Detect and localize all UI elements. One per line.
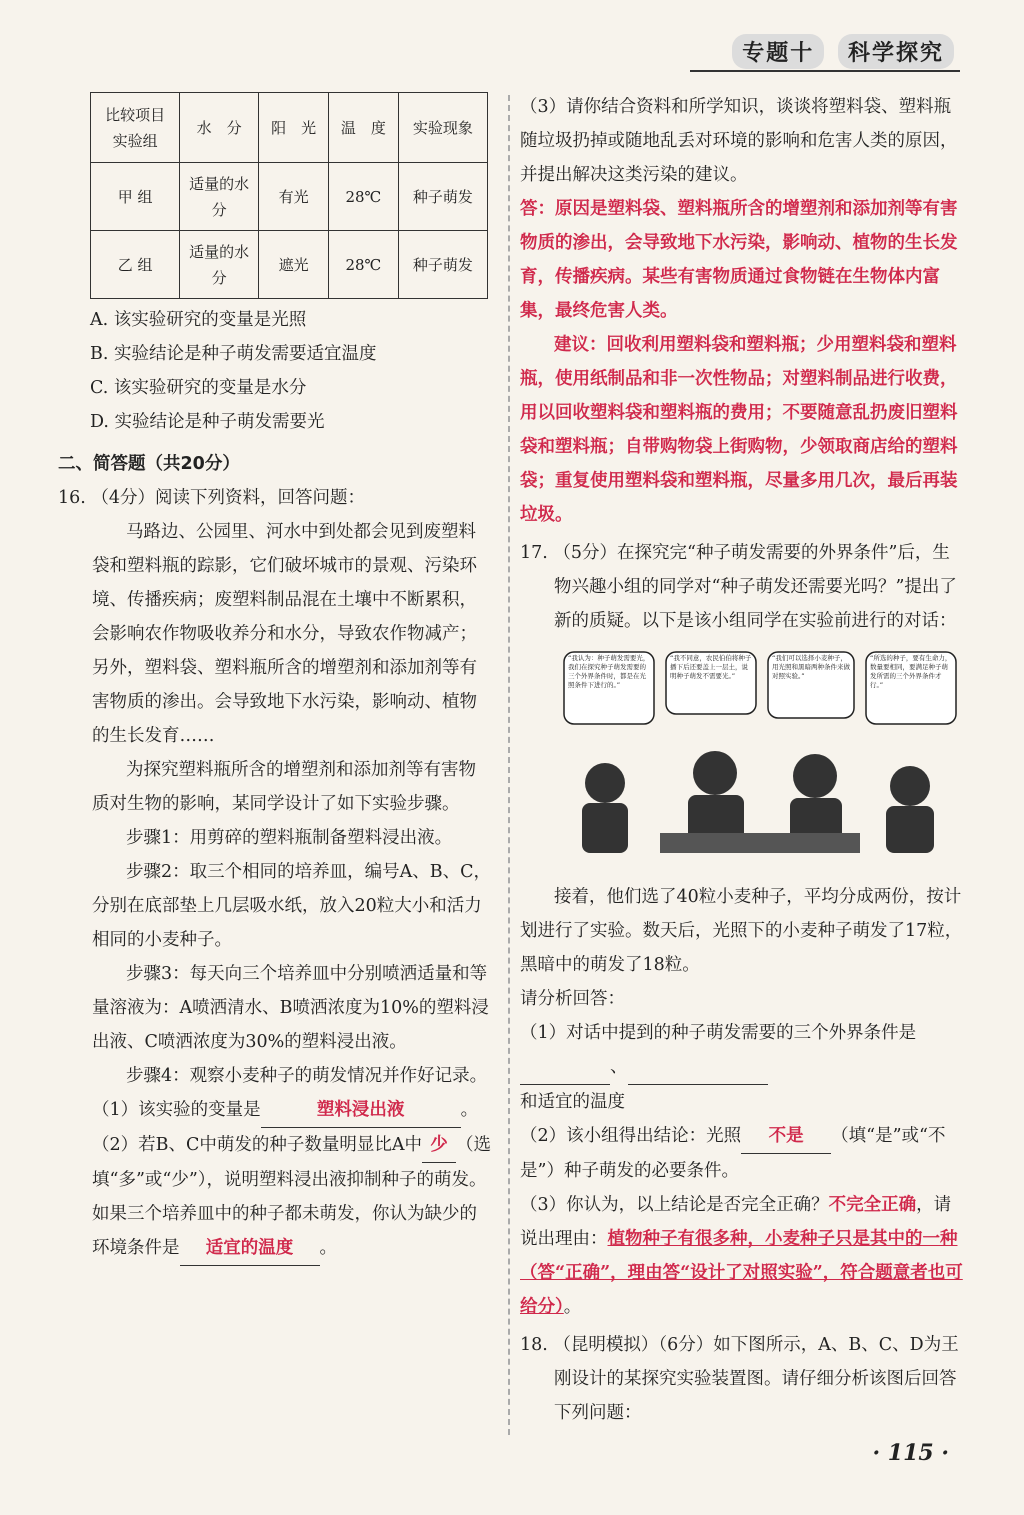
q16-step4: 步骤4：观察小麦种子的萌发情况并作好记录。 <box>126 1066 488 1086</box>
header-rule <box>690 70 960 72</box>
page-number: · 115 · <box>872 1440 949 1466</box>
q16-answer-reason: 答：原因是塑料袋、塑料瓶所含的增塑剂和添加剂等有害物质的渗出，会导致地下水污染，影响动、植物的生长发育，传播疾病。某些有害物质通过食物链在生物体内富集，最终危害人类。 <box>520 199 958 321</box>
q17-sub3: （3）你认为，以上结论是否完全正确？不完全正确，请说出理由：植物种子有很多种，小麦种子只是其中的一种（答“正确”，理由答“设计了对照实验”，符合题意者也可给分）。 <box>520 1195 963 1317</box>
answer-blank: 不是 <box>741 1119 831 1154</box>
answer-blank <box>520 1050 610 1085</box>
speech-bubble: “我认为：种子萌发需要光，我们在探究种子萌发需要的三个外界条件时，都是在光照条件下进行的。” <box>564 652 654 724</box>
q17-sub1: （1）对话中提到的种子萌发需要的三个外界条件是 、 和适宜的温度 <box>520 1023 917 1112</box>
right-column <box>520 90 965 1430</box>
speech-bubble: “我不同意，农民伯伯将种子播下后还要盖上一层土，说明种子萌发不需要光。” <box>666 652 756 714</box>
page-header <box>728 34 954 69</box>
q16-design: 为探究塑料瓶所含的增塑剂和添加剂等有害物质对生物的影响，某同学设计了如下实验步骤。 <box>92 760 476 814</box>
q17-ask: 请分析回答： <box>520 989 625 1009</box>
q16-step2: 步骤2：取三个相同的培养皿，编号A、B、C，分别在底部垫上几层吸水纸，放入20粒大小和活力相同的小麦种子。 <box>92 862 492 950</box>
col-header: 阳 光 <box>259 93 329 163</box>
experiment-table <box>90 92 488 299</box>
q18-intro: 18. （昆明模拟）（6分）如下图所示，A、B、C、D为王刚设计的某探究实验装置图。请仔细分析该图后回答下列问题： <box>520 1335 959 1423</box>
table-row: 乙 组 适量的水分 遮光 28℃ 种子萌发 <box>91 231 488 299</box>
q16-step1: 步骤1：用剪碎的塑料瓶制备塑料浸出液。 <box>126 828 453 848</box>
q17-passage: 接着，他们选了40粒小麦种子，平均分成两份，按计划进行了实验。数天后，光照下的小麦种子萌发了17粒，黑暗中的萌发了18粒。 <box>520 887 963 975</box>
answer-blank: 植物种子有很多种，小麦种子只是其中的一种（答“正确”，理由答“设计了对照实验”，符合题意者也可给分） <box>520 1229 963 1317</box>
topic-title: 科学探究 <box>838 34 954 69</box>
dialogue-illustration <box>560 648 960 858</box>
col-header: 实验现象 <box>398 93 487 163</box>
column-divider <box>508 95 510 1435</box>
answer-blank: 塑料浸出液 <box>261 1093 461 1128</box>
q16-intro: 16. （4分）阅读下列资料，回答问题： <box>58 488 366 508</box>
q16-step3: 步骤3：每天向三个培养皿中分别喷洒适量和等量溶液为：A喷洒清水、B喷洒浓度为10%的塑料浸出液、C喷洒浓度为30%的塑料浸出液。 <box>92 964 489 1052</box>
q16-answer-suggestion: 建议：回收利用塑料袋和塑料瓶；少用塑料袋和塑料瓶，使用纸制品和非一次性物品；对塑料制品进行收费，用以回收塑料袋和塑料瓶的费用；不要随意乱扔废旧塑料袋和塑料瓶；自带购物袋上街购物，少领取商店给的塑料袋；重复使用塑料袋和塑料瓶，尽量多用几次，最后再装垃圾。 <box>520 335 958 525</box>
left-column <box>58 92 493 1266</box>
option-d: D. 实验结论是种子萌发需要光 <box>90 412 325 432</box>
speech-bubble: “我们可以选择小麦种子，用光照和黑暗两种条件来做对照实验。” <box>768 652 854 718</box>
table-corner: 比较项目 实验组 <box>91 93 180 163</box>
q16-sub1: （1）该实验的变量是 塑料浸出液 。 <box>92 1093 493 1128</box>
answer-blank: 不完全正确 <box>828 1195 917 1215</box>
topic-tag: 专题十 <box>732 34 824 69</box>
choice-options <box>90 303 493 439</box>
speech-bubble: “所选的种子，要有生命力，数量要相同，要满足种子萌发所需的三个外界条件才行。” <box>866 652 956 724</box>
q16-passage: 马路边、公园里、河水中到处都会见到废塑料袋和塑料瓶的踪影，它们破坏城市的景观、污染环境、传播疾病；废塑料制品混在土壤中不断累积，会影响农作物吸收养分和水分，导致农作物减产；另外，塑料袋、塑料瓶所含的增塑剂和添加剂等有害物质的渗出。会导致地下水污染，影响动、植物的生长发育…… <box>92 522 477 746</box>
q17-sub2: （2）该小组得出结论：光照 不是 （填“是”或“不是”）种子萌发的必要条件。 <box>520 1119 965 1188</box>
answer-blank: 适宜的温度 <box>180 1231 320 1266</box>
col-header: 温 度 <box>328 93 398 163</box>
q16-sub3: （3）请你结合资料和所学知识，谈谈将塑料袋、塑料瓶随垃圾扔掉或随地乱丢对环境的影响和危害人类的原因，并提出解决这类污染的建议。 <box>520 97 958 185</box>
students-figure <box>582 751 934 853</box>
col-header: 水 分 <box>180 93 259 163</box>
option-c: C. 该实验研究的变量是水分 <box>90 378 307 398</box>
option-a: A. 该实验研究的变量是光照 <box>90 310 307 330</box>
table-row: 甲 组 适量的水分 有光 28℃ 种子萌发 <box>91 163 488 231</box>
section-heading: 二、简答题（共20分） <box>58 454 240 474</box>
answer-blank <box>628 1050 768 1085</box>
option-b: B. 实验结论是种子萌发需要适宜温度 <box>90 344 377 364</box>
answer-blank: 少 <box>422 1128 456 1163</box>
q16-sub2: （2）若B、C中萌发的种子数量明显比A中 少 （选填“多”或“少”），说明塑料浸出液抑制种子的萌发。如果三个培养皿中的种子都未萌发，你认为缺少的环境条件是 适宜的温度 。 <box>92 1128 493 1266</box>
q17-intro: 17. （5分）在探究完“种子萌发需要的外界条件”后，生物兴趣小组的同学对“种子萌发还需要光吗？”提出了新的质疑。以下是该小组同学在实验前进行的对话： <box>520 543 957 631</box>
